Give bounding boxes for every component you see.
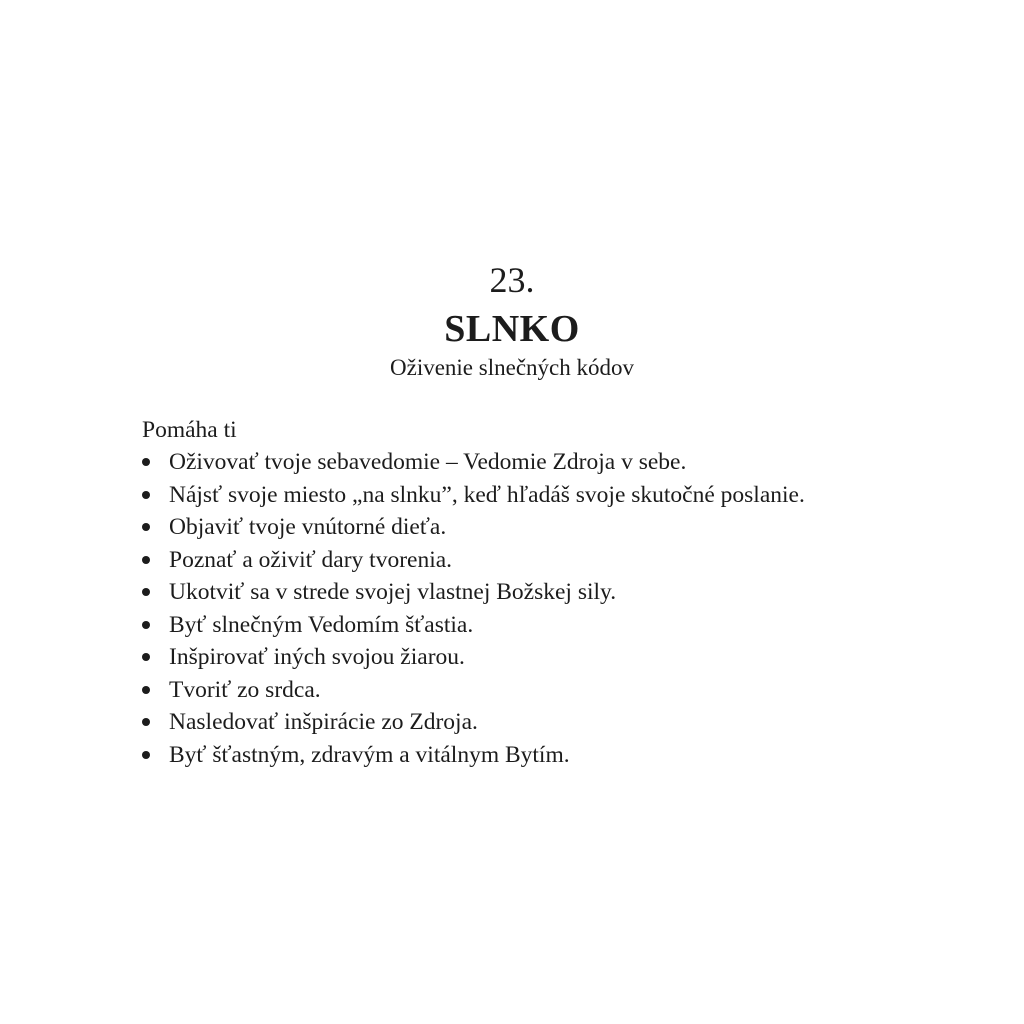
list-item bbox=[142, 479, 982, 512]
list-item-text: Byť šťastným, zdravým a vitálnym Bytím. bbox=[169, 741, 570, 768]
list-item bbox=[142, 739, 982, 772]
list-item bbox=[142, 544, 982, 577]
list-item-text: Nasledovať inšpirácie zo Zdroja. bbox=[169, 709, 478, 735]
list-item bbox=[142, 706, 982, 739]
intro-text: Pomáha ti bbox=[142, 417, 237, 443]
bullet-icon bbox=[142, 686, 150, 694]
list-item-text: Byť slnečným Vedomím šťastia. bbox=[169, 611, 474, 638]
chapter-title: SLNKO bbox=[444, 308, 580, 350]
list-item bbox=[142, 609, 982, 642]
list-item-text: Objaviť tvoje vnútorné dieťa. bbox=[169, 514, 447, 540]
list-item bbox=[142, 576, 982, 609]
list-item-text: Oživovať tvoje sebavedomie – Vedomie Zdroja v sebe. bbox=[169, 449, 687, 475]
list-item-text: Ukotviť sa v strede svojej vlastnej Božskej sily. bbox=[169, 579, 617, 605]
bullet-icon bbox=[142, 523, 150, 531]
list-item-text: Inšpirovať iných svojou žiarou. bbox=[169, 644, 465, 670]
bullet-icon bbox=[142, 458, 150, 466]
bullet-icon bbox=[142, 621, 150, 629]
chapter-subtitle: Oživenie slnečných kódov bbox=[390, 355, 634, 380]
bullet-list bbox=[142, 446, 982, 771]
bullet-icon bbox=[142, 718, 150, 726]
bullet-icon bbox=[142, 653, 150, 661]
list-item bbox=[142, 641, 982, 674]
list-item-text: Poznať a oživiť dary tvorenia. bbox=[169, 546, 453, 573]
bullet-icon bbox=[142, 751, 150, 759]
list-item-text: Nájsť svoje miesto „na slnku”, keď hľadáš svoje skutočné poslanie. bbox=[169, 481, 805, 508]
list-item bbox=[142, 674, 982, 707]
chapter-number: 23. bbox=[489, 260, 535, 300]
bullet-icon bbox=[142, 556, 150, 564]
bullet-icon bbox=[142, 491, 150, 499]
list-item-text: Tvoriť zo srdca. bbox=[169, 676, 321, 703]
list-item bbox=[142, 446, 982, 479]
bullet-icon bbox=[142, 588, 150, 596]
list-item bbox=[142, 511, 982, 544]
